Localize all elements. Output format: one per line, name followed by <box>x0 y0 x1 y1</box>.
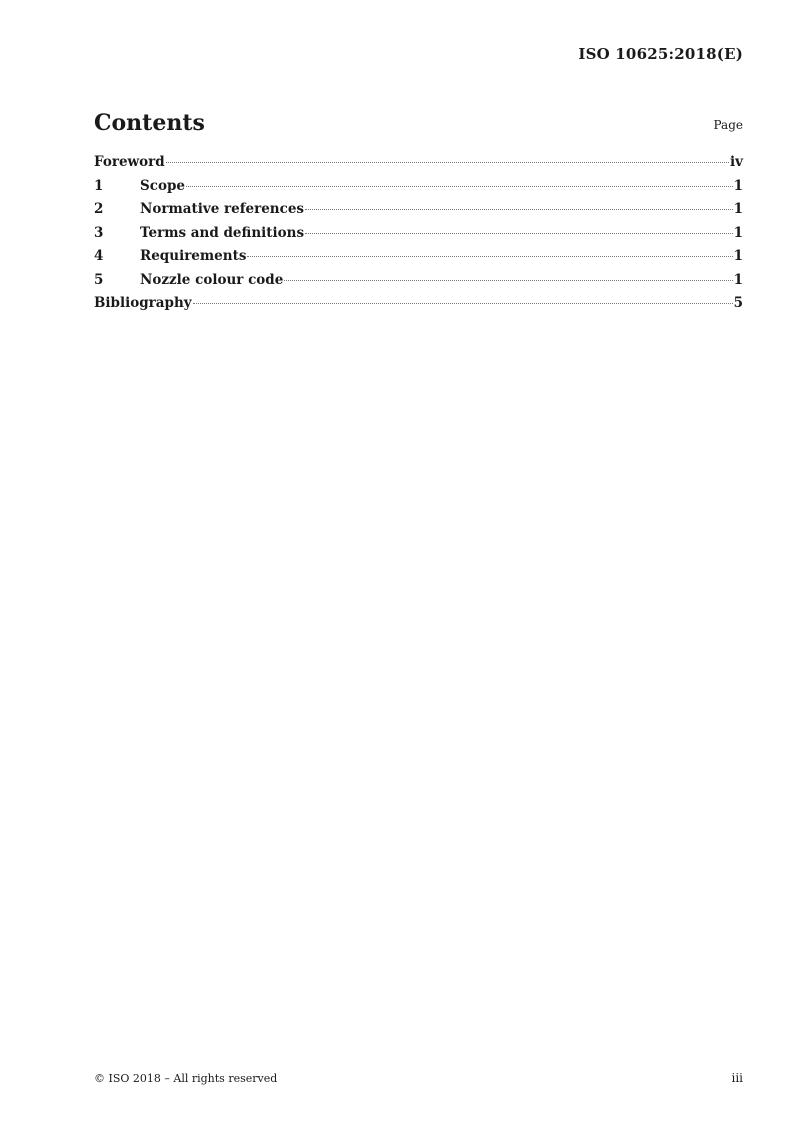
toc-entry-title: Requirements <box>140 248 247 264</box>
toc-entry-title: Foreword <box>94 154 165 170</box>
dot-leader <box>166 162 729 163</box>
contents-title: Contents <box>94 110 205 136</box>
toc-entry-bibliography[interactable] <box>94 295 743 319</box>
toc-entry-number: 4 <box>94 248 104 264</box>
dot-leader <box>305 233 733 234</box>
toc-entry-requirements[interactable] <box>94 248 743 272</box>
toc-entry-scope[interactable] <box>94 178 743 202</box>
page-column-label: Page <box>713 118 743 132</box>
dot-leader <box>186 186 733 187</box>
dot-leader <box>305 209 733 210</box>
toc-entry-terms-and-definitions[interactable] <box>94 225 743 249</box>
toc-entry-title: Nozzle colour code <box>140 271 284 288</box>
toc-entry-page: 1 <box>733 271 743 288</box>
toc-entry-number: 5 <box>94 271 104 288</box>
toc-entry-page: 5 <box>733 295 743 311</box>
toc-entry-title: Terms and definitions <box>140 224 305 241</box>
toc-entry-page: 1 <box>733 201 743 217</box>
toc-entry-foreword[interactable] <box>94 154 743 178</box>
toc-entry-page: 1 <box>733 248 743 264</box>
toc-entry-normative-references[interactable] <box>94 201 743 225</box>
dot-leader <box>193 303 733 304</box>
toc-entry-page: 1 <box>733 224 743 241</box>
dot-leader <box>284 280 732 281</box>
toc-entry-title: Bibliography <box>94 295 192 311</box>
toc-entry-page: 1 <box>733 177 743 194</box>
toc-entry-page: iv <box>730 154 743 170</box>
toc-entry-title: Scope <box>140 177 186 194</box>
document-id: ISO 10625:2018(E) <box>578 45 743 63</box>
toc-entry-number: 3 <box>94 224 104 241</box>
toc-entry-number: 1 <box>94 177 104 194</box>
footer-copyright: © ISO 2018 – All rights reserved <box>94 1072 278 1085</box>
table-of-contents <box>94 154 743 319</box>
toc-entry-title: Normative references <box>140 201 305 217</box>
toc-entry-number: 2 <box>94 201 104 217</box>
footer-page-number: iii <box>731 1071 743 1085</box>
toc-entry-nozzle-colour-code[interactable] <box>94 272 743 296</box>
dot-leader <box>247 256 732 257</box>
